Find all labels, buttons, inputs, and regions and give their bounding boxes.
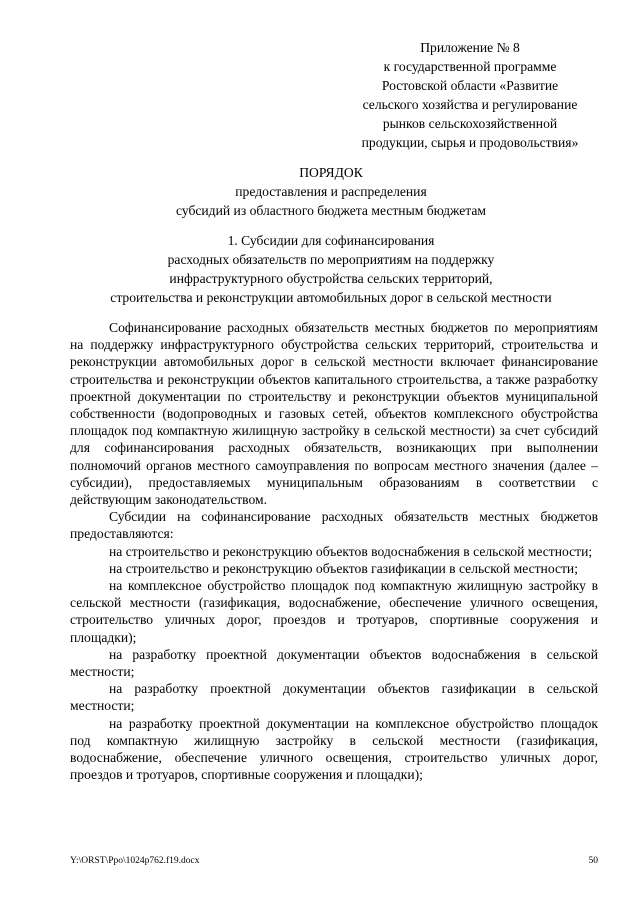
- title-line: предоставления и распределения: [235, 184, 427, 199]
- section-heading: [70, 231, 592, 307]
- paragraph: на строительство и реконструкцию объектов газификации в сельской местности;: [109, 560, 578, 576]
- paragraph: на комплексное обустройство площадок под компактную жилищную застройку в сельской местности (газификация, водоснабжение, обеспечение уличного освещения, строительство уличных дорог, проездов и тротуаров, спортивные сооружения и площадки);: [70, 578, 598, 645]
- appendix-line: Приложение № 8: [420, 40, 520, 55]
- section-line: расходных обязательств по мероприятиям на поддержку: [167, 252, 495, 267]
- appendix-block: [330, 38, 610, 152]
- body-text: [70, 319, 598, 783]
- document-title: [70, 163, 592, 220]
- file-path: Y:\ORST\Ppo\1024p762.f19.docx: [70, 856, 200, 866]
- title-line: субсидий из областного бюджета местным бюджетам: [175, 203, 486, 218]
- section-line: строительства и реконструкции автомобильных дорог в сельской местности: [110, 290, 552, 305]
- section-line: инфраструктурного обустройства сельских территорий,: [169, 271, 493, 286]
- appendix-line: Ростовской области «Развитие: [381, 78, 559, 93]
- page-footer: [70, 856, 598, 866]
- appendix-line: к государственной программе: [383, 59, 557, 74]
- page-number: 50: [588, 856, 598, 866]
- paragraph: Субсидии на софинансирование расходных обязательств местных бюджетов предоставляются:: [70, 509, 598, 542]
- paragraph: Софинансирование расходных обязательств местных бюджетов по мероприятиям на поддержку инфраструктурного обустройства сельских территорий, строительства и реконструкции автомобильных дорог в сельской местности включает финансирование строительства и реконструкции объектов капитального строительства, а также разработку проектной документации по строительству и реконструкции объектов муниципальной собственности (водопроводных и газовых сетей, объектов комплексного обустройства площадок под компактную жилищную застройку в сельской местности) за счет субсидий для софинансирования расходных обязательств, возникающих при выполнении полномочий органов местного самоуправления по вопросам местного значения (далее – субсидии), предоставляемых муниципальным образованиям в соответствии с действующим законодательством.: [70, 320, 598, 508]
- title-main: ПОРЯДОК: [299, 165, 363, 180]
- appendix-line: рынков сельскохозяйственной: [382, 116, 558, 131]
- appendix-line: сельского хозяйства и регулирование: [362, 97, 578, 112]
- appendix-line: продукции, сырья и продовольствия»: [361, 135, 579, 150]
- paragraph: на разработку проектной документации на комплексное обустройство площадок под компактную жилищную застройку в сельской местности (газификация, водоснабжение, обеспечение уличного освещения, строительство уличных дорог, проездов и тротуаров, спортивные сооружения и площадки);: [70, 715, 598, 783]
- paragraph: на строительство и реконструкцию объектов водоснабжения в сельской местности;: [109, 543, 593, 559]
- paragraph: на разработку проектной документации объектов водоснабжения в сельской местности;: [70, 646, 598, 680]
- paragraph: на разработку проектной документации объектов газификации в сельской местности;: [70, 681, 598, 714]
- section-line: 1. Субсидии для софинансирования: [227, 233, 435, 248]
